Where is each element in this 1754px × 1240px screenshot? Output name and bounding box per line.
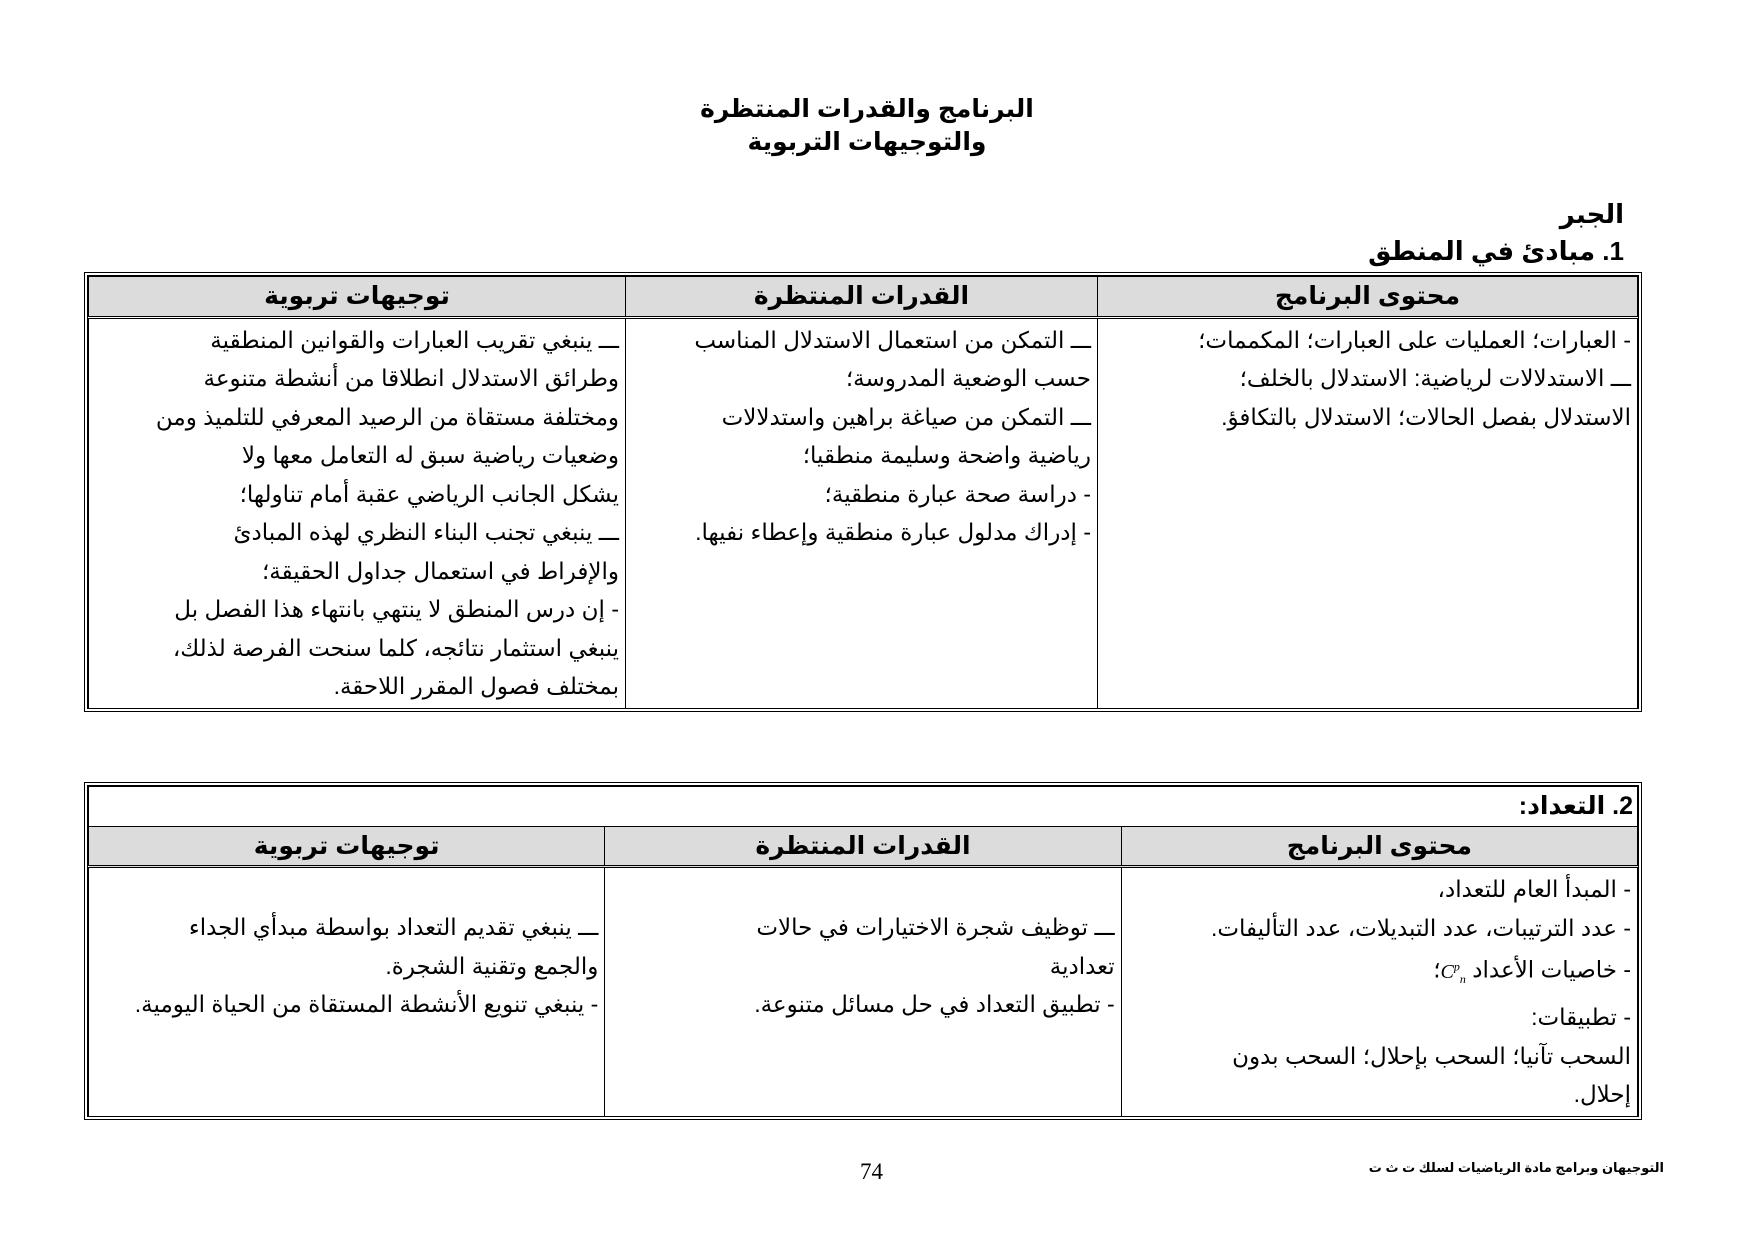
- abilities-line: رياضية واضحة وسليمة منطقيا؛: [802, 442, 1091, 468]
- guidance-line: ينبغي استثمار نتائجه، كلما سنحت الفرصة لذلك،: [172, 634, 619, 661]
- section2-heading: 2. التعداد:: [89, 787, 1638, 827]
- header-abilities: القدرات المنتظرة: [626, 277, 1098, 318]
- page-number: 74: [860, 1159, 883, 1184]
- section-label-algebra: الجبر: [1559, 199, 1624, 229]
- content-line: ـــ الاستدلالات لرياضية: الاستدلال بالخلف؛: [1239, 365, 1631, 391]
- content-line: - عدد الترتيبات، عدد التبديلات، عدد التأليفات.: [1210, 914, 1631, 941]
- section2-abilities-cell: [605, 867, 1121, 1117]
- guidance-line: وضعيات رياضية سبق له التعامل معها ولا: [241, 442, 619, 468]
- abilities-line: - دراسة صحة عبارة منطقية؛: [824, 480, 1091, 507]
- section1-abilities-cell: [626, 317, 1098, 708]
- combination-symbol: [1440, 959, 1466, 986]
- guidance-line: بمختلف فصول المقرر اللاحقة.: [333, 673, 619, 699]
- content-line: السحب تآنيا؛ السحب بإحلال؛ السحب بدون: [1232, 1042, 1631, 1069]
- section1-guidance-cell: [89, 317, 626, 708]
- header-abilities: القدرات المنتظرة: [605, 826, 1121, 867]
- section1-table: [84, 272, 1642, 712]
- math-sub: n: [1459, 971, 1466, 986]
- content-text: - خاصيات الأعداد: [1472, 956, 1631, 983]
- abilities-line: [611, 870, 1114, 908]
- header-content: محتوى البرنامج: [1098, 277, 1638, 318]
- abilities-line: حسب الوضعية المدروسة؛: [845, 365, 1091, 391]
- math-base: C: [1440, 960, 1454, 983]
- guidance-line: [95, 870, 598, 908]
- content-line: - العبارات؛ العمليات على العبارات؛ المكممات؛: [1198, 326, 1631, 353]
- section2-content-cell: [1121, 867, 1637, 1117]
- math-sup: p: [1453, 959, 1460, 973]
- content-line: - تطبيقات:: [1531, 1004, 1631, 1031]
- abilities-line: ـــ التمكن من استعمال الاستدلال المناسب: [694, 326, 1091, 353]
- header-content: محتوى البرنامج: [1121, 826, 1637, 867]
- abilities-line: تعدادية: [1049, 952, 1115, 979]
- content-line: الاستدلال بفصل الحالات؛ الاستدلال بالتكافؤ.: [1221, 403, 1631, 430]
- guidance-line: - إن درس المنطق لا ينتهي بانتهاء هذا الفصل بل: [174, 596, 619, 622]
- guidance-line: ـــ ينبغي تقريب العبارات والقوانين المنطقية: [210, 326, 619, 353]
- guidance-line: ومختلفة مستقاة من الرصيد المعرفي للتلميذ ومن: [155, 403, 619, 430]
- header-guidance: توجيهات تربوية: [89, 277, 626, 318]
- page-title-line1: البرنامج والقدرات المنتظرة: [700, 95, 1034, 123]
- section2-guidance-cell: [89, 867, 605, 1117]
- section1-heading: 1. مبادئ في المنطق: [1368, 236, 1624, 266]
- abilities-line: ـــ توظيف شجرة الاختيارات في حالات: [756, 914, 1115, 940]
- content-line-math: - خاصيات الأعداد $C^p_n؛$: [1433, 956, 1631, 986]
- guidance-line: ـــ ينبغي تقديم التعداد بواسطة مبدأي الجداء: [188, 914, 599, 940]
- footer-caption: التوجيهان وبرامج مادة الرياضيات لسلك ت ث ت: [1368, 1160, 1664, 1175]
- guidance-line: ـــ ينبغي تجنب البناء النظري لهذه المبادئ: [233, 519, 619, 545]
- content-line: - المبدأ العام للتعداد،: [1437, 876, 1631, 902]
- abilities-line: - تطبيق التعداد في حل مسائل متنوعة.: [754, 991, 1115, 1017]
- abilities-line: - إدراك مدلول عبارة منطقية وإعطاء نفيها.: [695, 519, 1091, 545]
- page-title-line2: والتوجيهات التربوية: [747, 128, 987, 156]
- section1-content-cell: [1098, 317, 1638, 708]
- guidance-line: والجمع وتقنية الشجرة.: [385, 952, 599, 979]
- guidance-line: وطرائق الاستدلال انطلاقا من أنشطة متنوعة: [203, 365, 619, 391]
- content-line: إحلال.: [1573, 1081, 1631, 1108]
- guidance-line: يشكل الجانب الرياضي عقبة أمام تناولها؛: [239, 480, 619, 507]
- section2-table: [84, 782, 1642, 1120]
- guidance-line: والإفراط في استعمال جداول الحقيقة؛: [262, 557, 619, 584]
- guidance-line: - ينبغي تنويع الأنشطة المستقاة من الحياة اليومية.: [134, 991, 599, 1017]
- header-guidance: توجيهات تربوية: [89, 826, 605, 867]
- abilities-line: ـــ التمكن من صياغة براهين واستدلالات: [721, 403, 1091, 430]
